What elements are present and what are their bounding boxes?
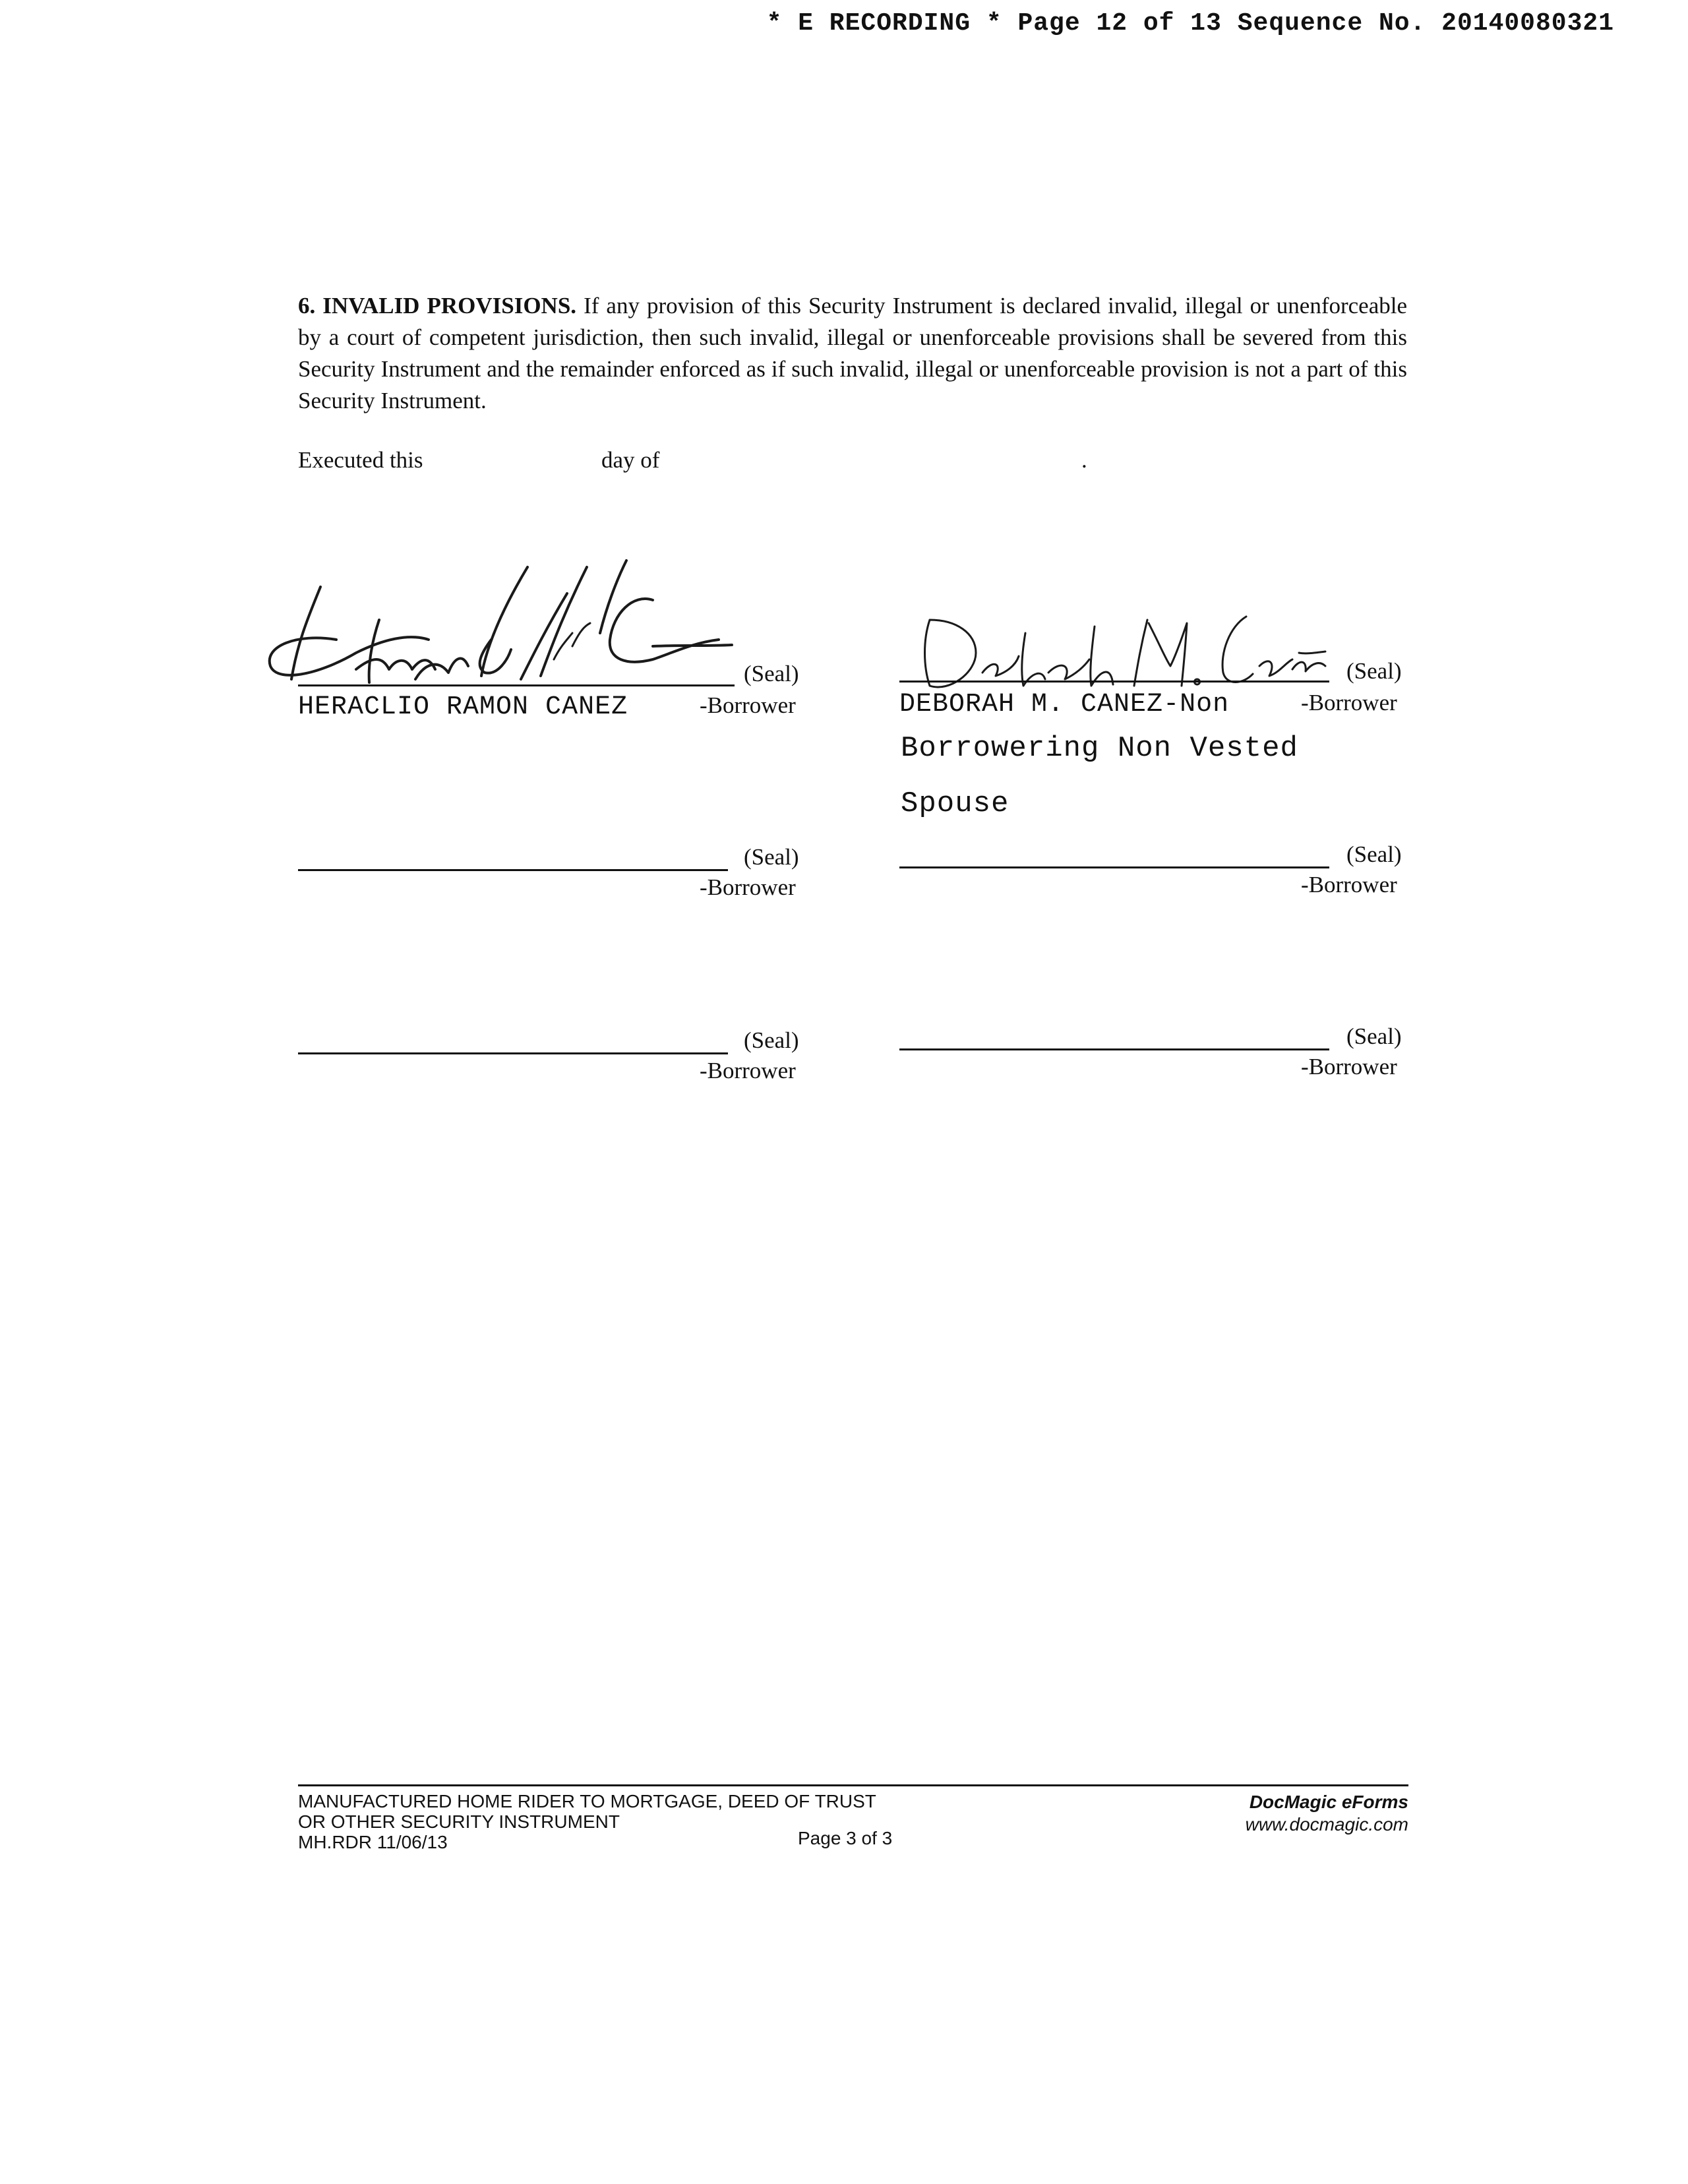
recording-header: * E RECORDING * Page 12 of 13 Sequence No. 20140080321 xyxy=(766,9,1614,38)
footer-title-line-1: MANUFACTURED HOME RIDER TO MORTGAGE, DEED OF TRUST xyxy=(298,1791,876,1811)
signer-2-continuation-1: Borrowering Non Vested xyxy=(901,732,1298,765)
signature-line-3 xyxy=(298,869,728,871)
docmagic-website: www.docmagic.com xyxy=(1245,1814,1408,1835)
docmagic-logo: DocMagic eForms xyxy=(1249,1792,1408,1812)
seal-label-3: (Seal) xyxy=(744,844,799,870)
signature-line-4 xyxy=(899,866,1329,868)
footer-title-line-2: OR OTHER SECURITY INSTRUMENT xyxy=(298,1811,620,1832)
seal-label-2: (Seal) xyxy=(1346,658,1402,684)
executed-day-of: day of xyxy=(601,447,660,473)
executed-prefix: Executed this xyxy=(298,447,423,473)
signer-2-name: DEBORAH M. CANEZ-Non xyxy=(899,690,1230,719)
signature-line-1 xyxy=(298,684,735,686)
signature-heraclio xyxy=(257,541,798,692)
seal-label-1: (Seal) xyxy=(744,661,799,686)
signature-line-5 xyxy=(298,1052,728,1054)
footer-form-code: MH.RDR 11/06/13 xyxy=(298,1832,448,1852)
seal-label-6: (Seal) xyxy=(1346,1023,1402,1049)
footer-divider xyxy=(298,1784,1408,1786)
executed-period: . xyxy=(1081,447,1087,473)
seal-label-4: (Seal) xyxy=(1346,841,1402,867)
signature-line-6 xyxy=(899,1048,1329,1050)
section-body: If any provision of this Security Instrument is declared invalid, illegal or unenforceable by a court of competent jurisdiction, then such invalid, illegal or unenforceable provisions shall be severed from this Security Instrument and the remainder enforced as if such invalid, illegal or unenforceable provision is not a part of this Security Instrument. xyxy=(298,293,1408,413)
borrower-label-5: -Borrower xyxy=(700,1058,796,1083)
seal-label-5: (Seal) xyxy=(744,1027,799,1053)
borrower-label-6: -Borrower xyxy=(1301,1054,1397,1079)
borrower-label-2: -Borrower xyxy=(1301,690,1397,715)
signer-1-name: HERACLIO RAMON CANEZ xyxy=(298,692,628,722)
signature-line-2 xyxy=(899,681,1329,682)
section-heading: 6. INVALID PROVISIONS. xyxy=(298,293,577,318)
borrower-label-1: -Borrower xyxy=(700,692,796,718)
invalid-provisions-section xyxy=(298,290,1407,417)
docmagic-brand xyxy=(1246,1791,1408,1836)
footer-page-number: Page 3 of 3 xyxy=(798,1828,893,1848)
borrower-label-4: -Borrower xyxy=(1301,872,1397,897)
borrower-label-3: -Borrower xyxy=(700,874,796,900)
signer-2-continuation-2: Spouse xyxy=(901,787,1010,820)
